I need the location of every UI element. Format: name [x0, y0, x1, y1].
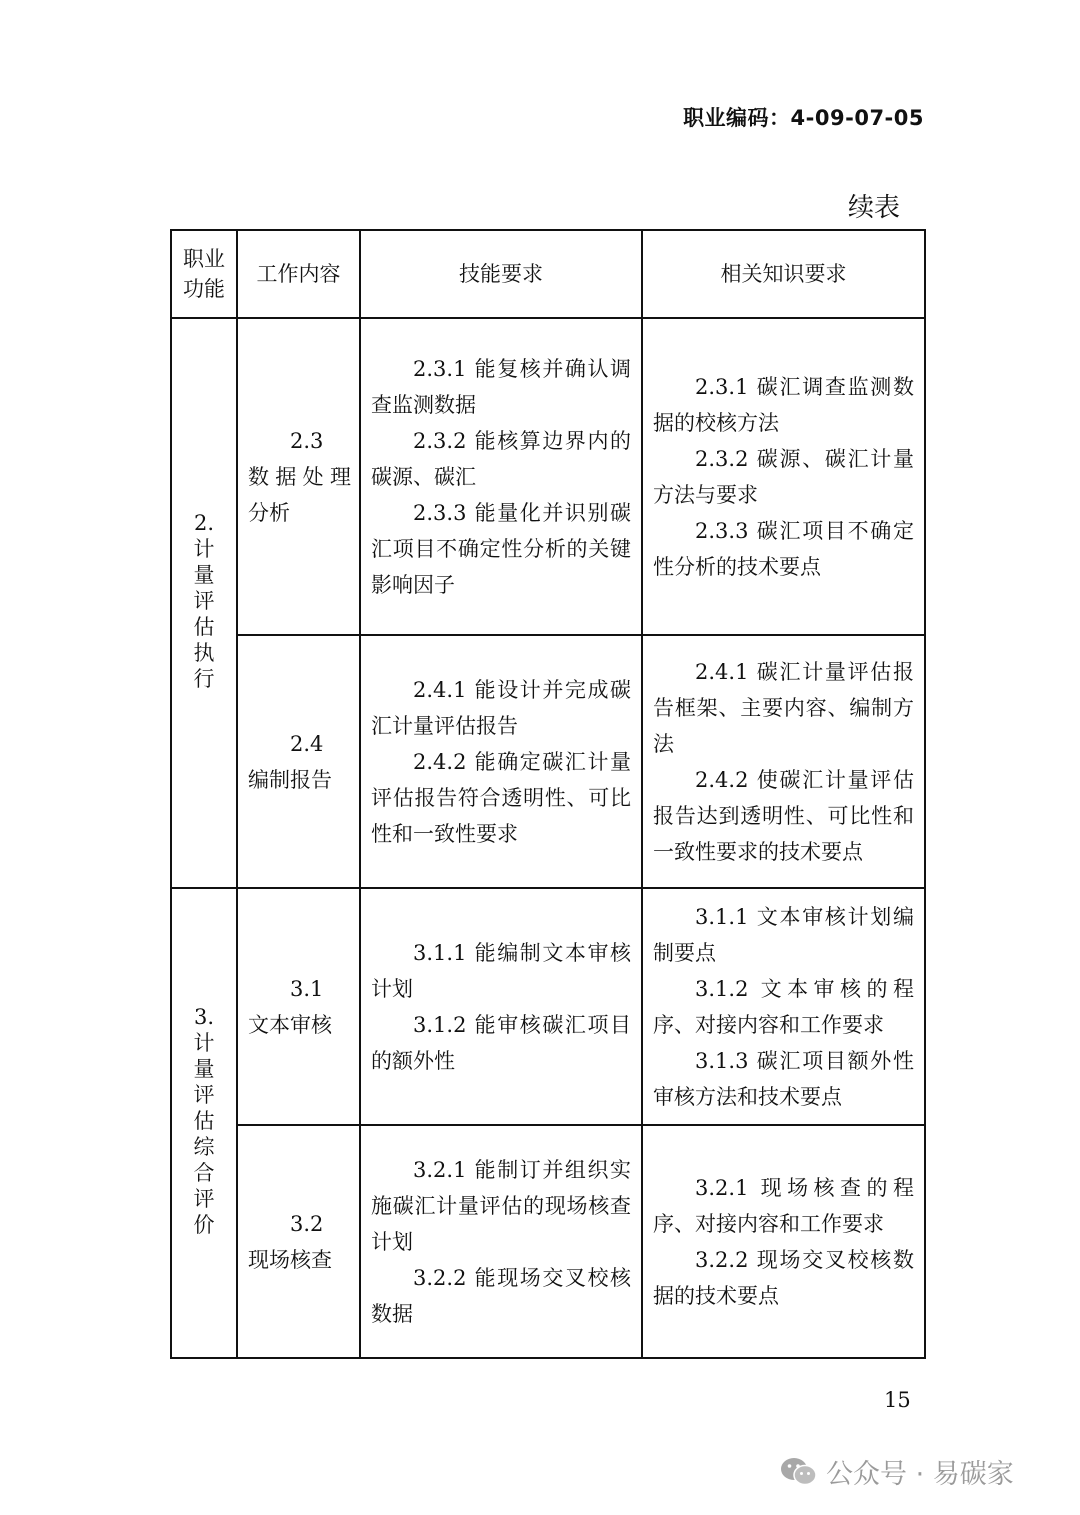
knowledge-item: 3.2.1 现场核查的程序、对接内容和工作要求: [653, 1175, 914, 1236]
work-cell: [237, 888, 360, 1125]
header-skill: 技能要求: [360, 230, 642, 318]
watermark: [780, 1452, 1014, 1491]
header-func: [171, 230, 237, 318]
wechat-icon: [780, 1456, 818, 1488]
watermark-text: 公众号 · 易碳家: [826, 1459, 1014, 1490]
knowledge-cell: [642, 888, 925, 1125]
skill-item: 2.4.2 能确定碳汇计量评估报告符合透明性、可比性和一致性要求: [371, 749, 631, 846]
work-label: 2.3 数据处理分析: [248, 428, 351, 525]
knowledge-item: 2.4.2 使碳汇计量评估报告达到透明性、可比性和一致性要求的技术要点: [653, 767, 914, 864]
knowledge-item: 2.3.3 碳汇项目不确定性分析的技术要点: [653, 518, 914, 579]
table-row: [171, 635, 925, 888]
skill-item: 2.4.1 能设计并完成碳汇计量评估报告: [371, 677, 631, 738]
skills-table: [170, 229, 926, 1359]
knowledge-item: 3.1.2 文本审核的程序、对接内容和工作要求: [653, 976, 914, 1037]
page-number: 15: [884, 1388, 911, 1412]
skill-cell: [360, 1125, 642, 1358]
work-label: 2.4 编制报告: [248, 731, 332, 792]
knowledge-cell: [642, 635, 925, 888]
skill-cell: [360, 888, 642, 1125]
skill-item: 2.3.2 能核算边界内的碳源、碳汇: [371, 428, 631, 489]
knowledge-item: 3.1.1 文本审核计划编制要点: [653, 904, 914, 965]
header-knowledge: 相关知识要求: [642, 230, 925, 318]
skill-item: 3.2.1 能制订并组织实施碳汇计量评估的现场核查计划: [371, 1157, 631, 1254]
skill-cell: [360, 318, 642, 635]
header-work: 工作内容: [237, 230, 360, 318]
skill-item: 2.3.3 能量化并识别碳汇项目不确定性分析的关键影响因子: [371, 500, 631, 597]
skill-item: 3.1.1 能编制文本审核计划: [371, 940, 631, 1001]
knowledge-cell: [642, 1125, 925, 1358]
work-label: 3.1 文本审核: [248, 976, 332, 1037]
skill-cell: [360, 635, 642, 888]
knowledge-item: 2.3.2 碳源、碳汇计量方法与要求: [653, 446, 914, 507]
work-cell: [237, 635, 360, 888]
knowledge-item: 3.1.3 碳汇项目额外性审核方法和技术要点: [653, 1048, 914, 1109]
table-row: [171, 318, 925, 635]
skill-item: 3.2.2 能现场交叉校核数据: [371, 1265, 631, 1326]
work-cell: [237, 1125, 360, 1358]
func-cell: [171, 888, 237, 1358]
occupation-code: 职业编码：4-09-07-05: [683, 106, 924, 130]
work-label: 3.2 现场核查: [248, 1211, 332, 1272]
header-func-label: 职业 功能: [183, 247, 225, 301]
knowledge-cell: [642, 318, 925, 635]
table-row: [171, 888, 925, 1125]
continued-label: 续表: [847, 193, 900, 223]
table-header-row: [171, 230, 925, 318]
func-label: 3.计量评估综合评价: [193, 1004, 215, 1237]
table-row: [171, 1125, 925, 1358]
work-cell: [237, 318, 360, 635]
knowledge-item: 2.4.1 碳汇计量评估报告框架、主要内容、编制方法: [653, 659, 914, 756]
func-label: 2.计量评估执行: [193, 510, 215, 691]
skill-item: 3.1.2 能审核碳汇项目的额外性: [371, 1012, 631, 1073]
skill-item: 2.3.1 能复核并确认调查监测数据: [371, 356, 631, 417]
knowledge-item: 2.3.1 碳汇调查监测数据的校核方法: [653, 374, 914, 435]
knowledge-item: 3.2.2 现场交叉校核数据的技术要点: [653, 1247, 914, 1308]
func-cell: [171, 318, 237, 888]
